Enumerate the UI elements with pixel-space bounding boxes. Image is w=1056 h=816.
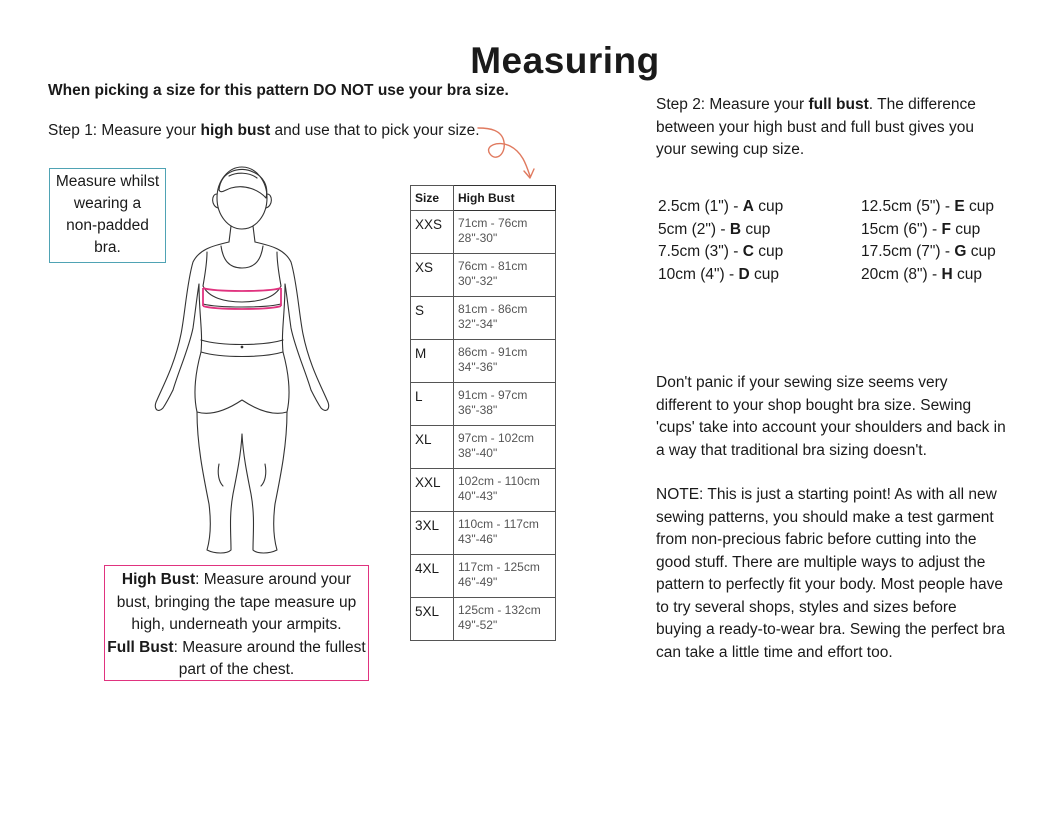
step2-bold: full bust: [808, 96, 869, 113]
step2-after: . The difference between your high bust and full bust gives you your sewing cup size.: [656, 96, 976, 158]
size-cell: 3XL: [411, 512, 454, 555]
table-row: [411, 383, 556, 426]
step1-before: Step 1: Measure your: [48, 122, 201, 139]
table-row: [411, 426, 556, 469]
size-cell: XS: [411, 254, 454, 297]
cup-measure: 2.5cm (1") -: [658, 198, 743, 215]
note-line: bra.: [94, 239, 121, 256]
high-bust-text: : Measure around your bust, bringing the tape measure up high, underneath your armpits.: [116, 571, 357, 633]
cup-item: [861, 219, 996, 242]
measurement-in: 28"-30": [458, 231, 498, 245]
size-table-body: [411, 211, 556, 641]
cup-item: [658, 241, 783, 264]
step1-after: and use that to pick your size.: [270, 122, 480, 139]
full-bust-label: Full Bust: [107, 638, 174, 656]
cup-measure: 17.5cm (7") -: [861, 243, 955, 260]
cup-suffix: cup: [950, 220, 981, 238]
note-line: Measure whilst: [55, 173, 160, 190]
header-high-bust: High Bust: [454, 186, 556, 211]
full-bust-text: : Measure around the fullest part of the chest.: [173, 638, 366, 678]
step2-text: [656, 94, 1001, 162]
cup-measure: 5cm (2") -: [658, 220, 730, 238]
measurement-cm: 110cm - 117cm: [458, 517, 539, 531]
table-row: [411, 297, 556, 340]
table-row: [411, 512, 556, 555]
measurement-cell: [454, 555, 556, 598]
measurement-in: 46"-49": [458, 575, 498, 589]
measurement-cell: [454, 254, 556, 297]
cup-list-right: [861, 196, 996, 286]
cup-suffix: cup: [952, 265, 982, 283]
size-cell: M: [411, 340, 454, 383]
step1-text: [48, 122, 480, 140]
cup-measure: 7.5cm (3") -: [658, 243, 743, 260]
measurement-cm: 97cm - 102cm: [458, 431, 535, 445]
size-cell: S: [411, 297, 454, 340]
high-bust-label: High Bust: [121, 571, 196, 588]
warning-text: When picking a size for this pattern DO NOT use your bra size.: [48, 82, 509, 99]
measurement-cm: 71cm - 76cm: [458, 216, 528, 230]
cup-item: [658, 264, 783, 287]
cup-letter: F: [941, 220, 951, 238]
cup-measure: 20cm (8") -: [861, 265, 942, 283]
cup-suffix: cup: [753, 198, 784, 215]
cup-suffix: cup: [966, 243, 996, 260]
table-header-row: [411, 186, 556, 211]
size-table: [410, 185, 556, 641]
cup-letter: E: [954, 198, 965, 215]
table-row: [411, 254, 556, 297]
measure-note-box: [49, 168, 166, 263]
cup-letter: D: [738, 265, 750, 283]
measurement-in: 49"-52": [458, 618, 498, 632]
table-row: [411, 598, 556, 641]
measurement-in: 32"-34": [458, 317, 498, 331]
measurement-cm: 117cm - 125cm: [458, 560, 540, 574]
cup-measure: 12.5cm (5") -: [861, 198, 955, 215]
cup-letter: G: [954, 243, 967, 260]
size-cell: 4XL: [411, 555, 454, 598]
cup-list-left: [658, 196, 783, 286]
cup-letter: A: [742, 198, 754, 215]
cup-suffix: cup: [749, 265, 779, 283]
body-figure-illustration: [145, 164, 385, 560]
cup-item: [861, 264, 996, 287]
measurement-in: 43"-46": [458, 532, 498, 546]
measurement-cm: 76cm - 81cm: [458, 259, 528, 273]
cup-letter: H: [941, 265, 953, 283]
size-cell: L: [411, 383, 454, 426]
cup-letter: C: [742, 243, 754, 260]
note-line: wearing a: [73, 195, 142, 212]
measurement-cell: [454, 297, 556, 340]
table-row: [411, 211, 556, 254]
cup-measure: 10cm (4") -: [658, 265, 739, 283]
size-cell: XXS: [411, 211, 454, 254]
measurement-in: 36"-38": [458, 403, 498, 417]
measurement-in: 34"-36": [458, 360, 498, 374]
measurement-cell: [454, 211, 556, 254]
note-line: non-padded: [66, 217, 149, 234]
curly-arrow-icon: [476, 122, 546, 184]
cup-measure: 15cm (6") -: [861, 220, 942, 238]
size-cell: XL: [411, 426, 454, 469]
measurement-cell: [454, 512, 556, 555]
cup-item: [861, 241, 996, 264]
size-cell: 5XL: [411, 598, 454, 641]
measurement-in: 30"-32": [458, 274, 498, 288]
measurement-cm: 86cm - 91cm: [458, 345, 528, 359]
page-title: Measuring: [470, 40, 660, 81]
measurement-in: 40"-43": [458, 489, 498, 503]
table-row: [411, 555, 556, 598]
cup-item: [861, 196, 996, 219]
size-cell: XXL: [411, 469, 454, 512]
measurement-cell: [454, 469, 556, 512]
measurement-cm: 125cm - 132cm: [458, 603, 541, 617]
measurement-in: 38"-40": [458, 446, 498, 460]
table-row: [411, 469, 556, 512]
measurement-cell: [454, 598, 556, 641]
table-row: [411, 340, 556, 383]
step1-bold: high bust: [200, 122, 271, 139]
cup-letter: B: [729, 220, 742, 238]
cup-item: [658, 196, 783, 219]
note-paragraph: NOTE: This is just a starting point! As with all new sewing patterns, you should make a test garment from non-precious fabric before cutting into the good stuff. There are multiple ways to adjust the pattern to perfectly fit your body. Most people have to try several shops, styles and sizes before buying a ready-to-wear bra. Sewing the perfect bra can take a little time and effort too.: [656, 486, 1005, 661]
measurement-cell: [454, 426, 556, 469]
bust-definitions-box: [104, 565, 369, 681]
cup-item: [658, 219, 783, 242]
measurement-cm: 102cm - 110cm: [458, 474, 540, 488]
measurement-cell: [454, 340, 556, 383]
dont-panic-paragraph: Don't panic if your sewing size seems very different to your shop bought bra size. Sewing 'cups' take into account your shoulders and back in a way that traditional bra sizing doesn't.: [656, 374, 1006, 459]
measurement-cell: [454, 383, 556, 426]
cup-suffix: cup: [741, 220, 771, 238]
step2-before: Step 2: Measure your: [656, 96, 809, 113]
cup-suffix: cup: [964, 198, 995, 215]
measurement-cm: 91cm - 97cm: [458, 388, 528, 402]
measurement-cm: 81cm - 86cm: [458, 302, 528, 316]
header-size: Size: [411, 186, 454, 211]
cup-suffix: cup: [753, 243, 784, 260]
